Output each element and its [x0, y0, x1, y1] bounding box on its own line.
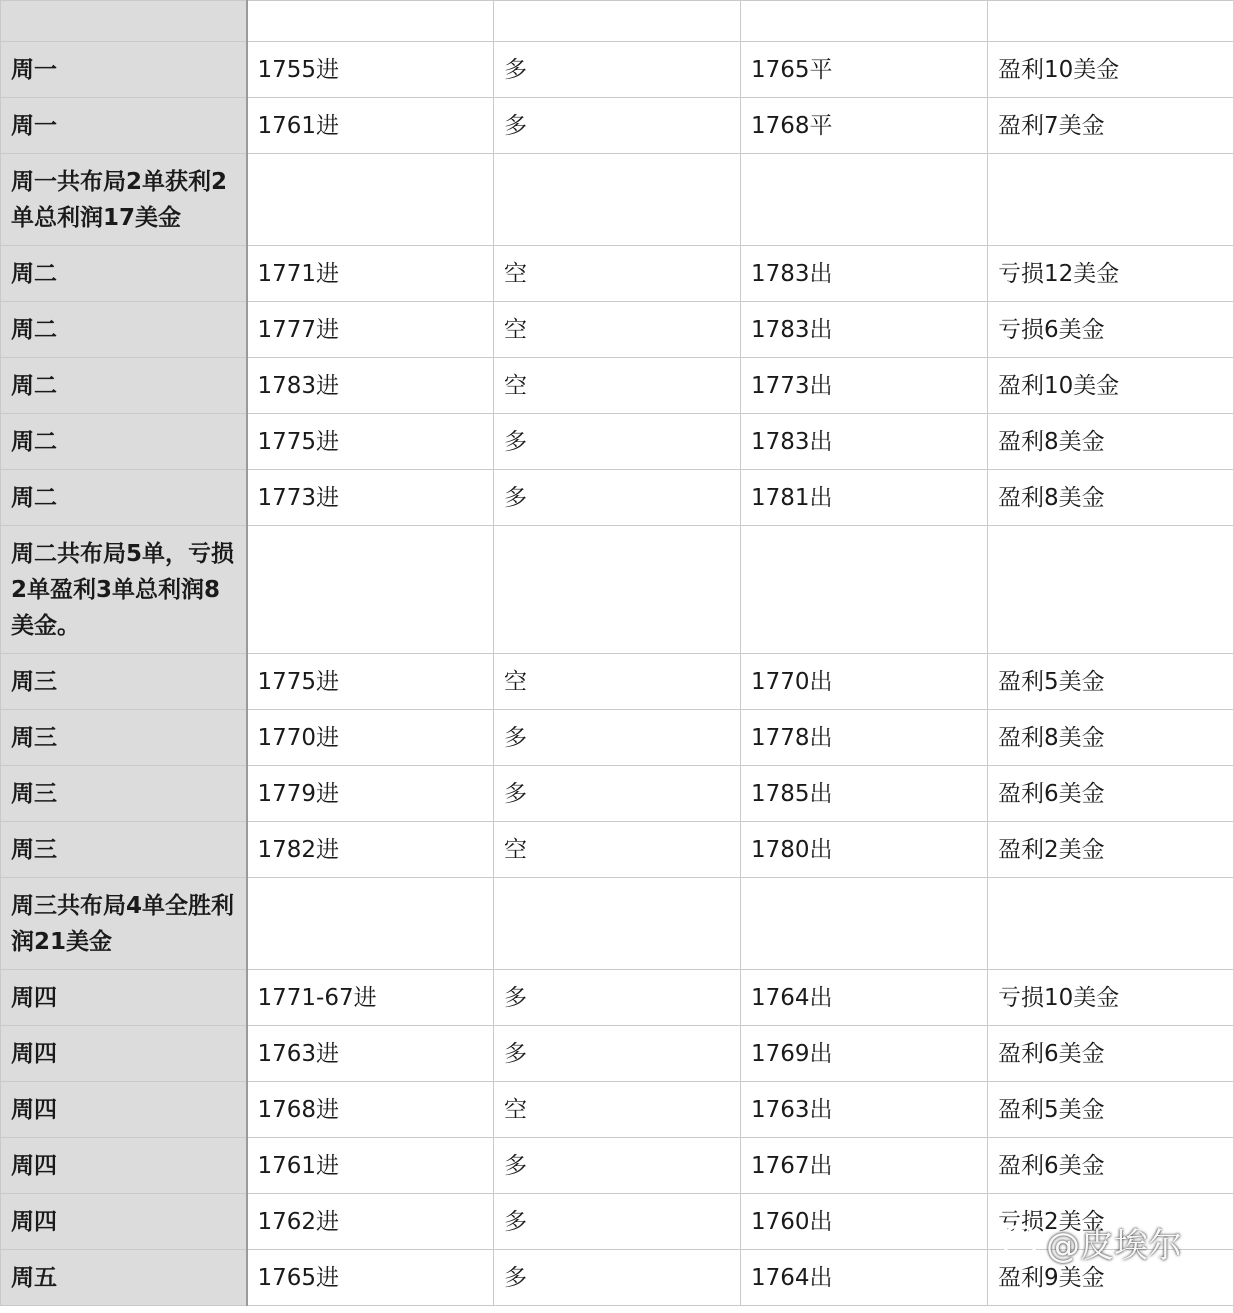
- exit-cell[interactable]: 1783出: [741, 302, 988, 358]
- entry-cell[interactable]: 1763进: [247, 1026, 494, 1082]
- result-cell[interactable]: [988, 526, 1233, 654]
- exit-cell[interactable]: [741, 154, 988, 246]
- direction-cell[interactable]: [494, 1, 741, 42]
- entry-cell[interactable]: 1773进: [247, 470, 494, 526]
- result-cell[interactable]: 盈利9美金: [988, 1250, 1233, 1306]
- entry-cell[interactable]: [247, 878, 494, 970]
- direction-cell[interactable]: 多: [494, 414, 741, 470]
- direction-cell[interactable]: [494, 878, 741, 970]
- summary-row: [1, 154, 1233, 246]
- result-cell[interactable]: 盈利6美金: [988, 766, 1233, 822]
- exit-cell[interactable]: 1765平: [741, 42, 988, 98]
- day-cell[interactable]: 周三: [1, 710, 247, 766]
- day-cell[interactable]: 周二: [1, 358, 247, 414]
- exit-cell[interactable]: 1760出: [741, 1194, 988, 1250]
- result-cell[interactable]: 盈利6美金: [988, 1026, 1233, 1082]
- watermark-text: @皮埃尔: [1046, 1225, 1182, 1266]
- summary-row: [1, 526, 1233, 654]
- day-cell[interactable]: 周二: [1, 246, 247, 302]
- direction-cell[interactable]: 多: [494, 710, 741, 766]
- table-row: [1, 246, 1233, 302]
- entry-cell[interactable]: 1771-67进: [247, 970, 494, 1026]
- direction-cell[interactable]: 多: [494, 1194, 741, 1250]
- day-cell[interactable]: 周二: [1, 302, 247, 358]
- result-cell[interactable]: 盈利8美金: [988, 414, 1233, 470]
- day-cell[interactable]: [1, 1, 247, 42]
- result-cell[interactable]: [988, 154, 1233, 246]
- day-cell[interactable]: 周五: [1, 1250, 247, 1306]
- entry-cell[interactable]: 1768进: [247, 1082, 494, 1138]
- day-cell[interactable]: 周一: [1, 42, 247, 98]
- exit-cell[interactable]: 1767出: [741, 1138, 988, 1194]
- exit-cell[interactable]: 1783出: [741, 414, 988, 470]
- day-cell[interactable]: 周二共布局5单，亏损2单盈利3单总利润8美金。: [1, 526, 247, 654]
- exit-cell[interactable]: 1768平: [741, 98, 988, 154]
- result-cell[interactable]: [988, 1, 1233, 42]
- exit-cell[interactable]: 1764出: [741, 970, 988, 1026]
- result-cell[interactable]: 亏损2美金: [988, 1194, 1233, 1250]
- day-cell[interactable]: 周三: [1, 822, 247, 878]
- exit-cell[interactable]: 1773出: [741, 358, 988, 414]
- result-cell[interactable]: 盈利7美金: [988, 98, 1233, 154]
- result-cell[interactable]: [988, 878, 1233, 970]
- table-row: [1, 414, 1233, 470]
- entry-cell[interactable]: 1779进: [247, 766, 494, 822]
- result-cell[interactable]: 盈利8美金: [988, 710, 1233, 766]
- day-cell[interactable]: 周四: [1, 1138, 247, 1194]
- day-cell[interactable]: 周三: [1, 766, 247, 822]
- entry-cell[interactable]: [247, 526, 494, 654]
- result-cell[interactable]: 盈利5美金: [988, 654, 1233, 710]
- result-cell[interactable]: 亏损12美金: [988, 246, 1233, 302]
- day-cell[interactable]: 周二: [1, 470, 247, 526]
- entry-cell[interactable]: 1762进: [247, 1194, 494, 1250]
- result-cell[interactable]: 盈利5美金: [988, 1082, 1233, 1138]
- exit-cell[interactable]: 1783出: [741, 246, 988, 302]
- table-row: [1, 654, 1233, 710]
- table-row: [1, 1194, 1233, 1250]
- summary-row: [1, 878, 1233, 970]
- entry-cell[interactable]: 1755进: [247, 42, 494, 98]
- table-row: [1, 1082, 1233, 1138]
- exit-cell[interactable]: 1769出: [741, 1026, 988, 1082]
- direction-cell[interactable]: 多: [494, 766, 741, 822]
- result-cell[interactable]: 盈利8美金: [988, 470, 1233, 526]
- result-cell[interactable]: 盈利10美金: [988, 42, 1233, 98]
- direction-cell[interactable]: 空: [494, 358, 741, 414]
- entry-cell[interactable]: 1775进: [247, 654, 494, 710]
- table-row: [1, 470, 1233, 526]
- exit-cell[interactable]: 1764出: [741, 1250, 988, 1306]
- direction-cell[interactable]: 多: [494, 1250, 741, 1306]
- direction-cell[interactable]: 多: [494, 98, 741, 154]
- table-row: [1, 822, 1233, 878]
- table-row: [1, 358, 1233, 414]
- day-cell[interactable]: 周二: [1, 414, 247, 470]
- exit-cell[interactable]: [741, 526, 988, 654]
- result-cell[interactable]: 亏损6美金: [988, 302, 1233, 358]
- result-cell[interactable]: 盈利10美金: [988, 358, 1233, 414]
- day-cell[interactable]: 周四: [1, 1026, 247, 1082]
- entry-cell[interactable]: 1761进: [247, 1138, 494, 1194]
- direction-cell[interactable]: 多: [494, 1138, 741, 1194]
- direction-cell[interactable]: 多: [494, 42, 741, 98]
- result-cell[interactable]: 盈利2美金: [988, 822, 1233, 878]
- direction-cell[interactable]: 空: [494, 246, 741, 302]
- entry-cell[interactable]: [247, 154, 494, 246]
- result-cell[interactable]: 盈利6美金: [988, 1138, 1233, 1194]
- day-cell[interactable]: 周四: [1, 1194, 247, 1250]
- exit-cell[interactable]: 1780出: [741, 822, 988, 878]
- header-row: [1, 1, 1233, 42]
- direction-cell[interactable]: 空: [494, 1082, 741, 1138]
- day-cell[interactable]: 周一: [1, 98, 247, 154]
- trade-log-body: [1, 1, 1233, 1306]
- entry-cell[interactable]: [247, 1, 494, 42]
- day-cell[interactable]: 周四: [1, 970, 247, 1026]
- day-cell[interactable]: 周三: [1, 654, 247, 710]
- table-row: [1, 302, 1233, 358]
- entry-cell[interactable]: 1777进: [247, 302, 494, 358]
- direction-cell[interactable]: 多: [494, 470, 741, 526]
- table-row: [1, 98, 1233, 154]
- day-cell[interactable]: 周四: [1, 1082, 247, 1138]
- exit-cell[interactable]: [741, 1, 988, 42]
- table-row: [1, 1138, 1233, 1194]
- direction-cell[interactable]: 空: [494, 302, 741, 358]
- entry-cell[interactable]: 1770进: [247, 710, 494, 766]
- direction-cell[interactable]: [494, 526, 741, 654]
- direction-cell[interactable]: 多: [494, 1026, 741, 1082]
- day-cell[interactable]: 周一共布局2单获利2单总利润17美金: [1, 154, 247, 246]
- exit-cell[interactable]: 1770出: [741, 654, 988, 710]
- day-cell[interactable]: 周三共布局4单全胜利润21美金: [1, 878, 247, 970]
- table-row: [1, 1026, 1233, 1082]
- direction-cell[interactable]: 空: [494, 822, 741, 878]
- direction-cell[interactable]: 空: [494, 654, 741, 710]
- table-row: [1, 1250, 1233, 1306]
- table-row: [1, 766, 1233, 822]
- entry-cell[interactable]: 1761进: [247, 98, 494, 154]
- direction-cell[interactable]: [494, 154, 741, 246]
- direction-cell[interactable]: 多: [494, 970, 741, 1026]
- table-row: [1, 970, 1233, 1026]
- exit-cell[interactable]: 1781出: [741, 470, 988, 526]
- result-cell[interactable]: 亏损10美金: [988, 970, 1233, 1026]
- exit-cell[interactable]: [741, 878, 988, 970]
- entry-cell[interactable]: 1771进: [247, 246, 494, 302]
- entry-cell[interactable]: 1765进: [247, 1250, 494, 1306]
- entry-cell[interactable]: 1775进: [247, 414, 494, 470]
- exit-cell[interactable]: 1785出: [741, 766, 988, 822]
- entry-cell[interactable]: 1782进: [247, 822, 494, 878]
- entry-cell[interactable]: 1783进: [247, 358, 494, 414]
- exit-cell[interactable]: 1778出: [741, 710, 988, 766]
- exit-cell[interactable]: 1763出: [741, 1082, 988, 1138]
- table-row: [1, 710, 1233, 766]
- table-row: [1, 42, 1233, 98]
